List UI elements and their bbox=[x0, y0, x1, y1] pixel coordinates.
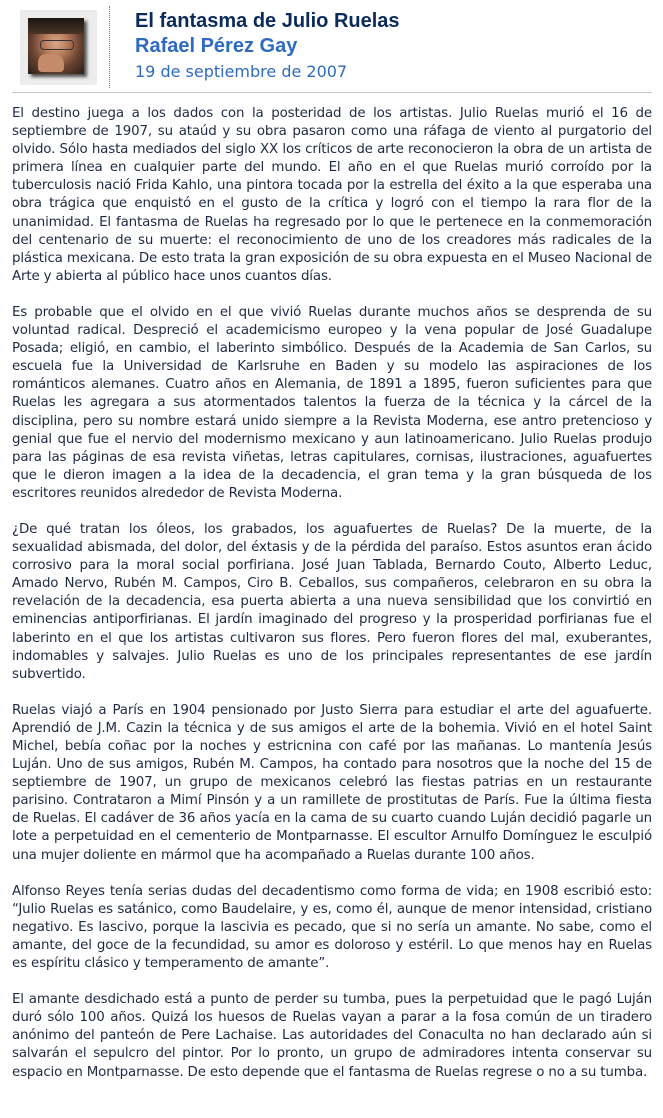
paragraph: Es probable que el olvido en el que vivió Ruelas durante muchos años se desprenda de su voluntad radical. Despreció el academicismo europeo y la vena popular de José Guadalupe Posada; eligió, en cambio, el laberinto simbólico. Después de la Academia de San Carlos, su escuela fue la Universidad de Karlsruhe en Baden y su modelo las aspiraciones de los románticos alemanes. Cuatro años en Alemania, de 1891 a 1895, fueron suficientes para que Ruelas les agregara a sus atormentados talentos la fuerza de la técnica y la cárcel de la disciplina, pero su nombre estará unido siempre a la Revista Moderna, ese antro pretencioso y genial que fue el nervio del modernismo mexicano y aun latinoamericano. Julio Ruelas produjo para las páginas de esa revista viñetas, letras capitulares, cornisas, ilustraciones, aguafuertes que le dieron imagen a la idea de la decadencia, el gran tema y la gran búsqueda de los escritores reunidos alrededor de Revista Moderna. bbox=[12, 304, 652, 501]
paragraph: Ruelas viajó a París en 1904 pensionado por Justo Sierra para estudiar el arte del aguafuerte. Aprendió de J.M. Cazin la técnica y de sus amigos el arte de la bohemia. Vivió en el hotel Saint Michel, bebía coñac por la noches y estricnina con café por las mañanas. Lo mantenía Jesús Luján. Uno de sus amigos, Rubén M. Campos, ha contado para nosotros que la noche del 15 de septiembre de 1907, un grupo de mexicanos celebró las fiestas patrias en un restaurante parisino. Contrataron a Mimí Pinsón y a un ramillete de prostitutas de París. Fue la última fiesta de Ruelas. El cadáver de 36 años yacía en la cama de su cuarto cuando Luján decidió pagarle un lote a perpetuidad en el cementerio de Montparnasse. El escultor Arnulfo Domínguez le esculpió una mujer doliente en mármol que ha acompañado a Ruelas durante 100 años. bbox=[12, 702, 652, 863]
paragraph: El amante desdichado está a punto de perder su tumba, pues la perpetuidad que le pagó Luján duró sólo 100 años. Quizá los huesos de Ruelas vayan a parar a la fosa común de un tiradero anónimo del panteón de Pere Lachaise. Las autoridades del Conaculta no han declarado aún si salvarán el sepulcro del pintor. Por lo pronto, un grupo de admiradores intenta conservar su espacio en Montparnasse. De esto depende que el fantasma de Ruelas regrese o no a su tumba. bbox=[12, 992, 652, 1080]
author-photo-frame bbox=[20, 10, 97, 85]
article-author[interactable]: Rafael Pérez Gay bbox=[135, 35, 298, 57]
article-header bbox=[0, 0, 663, 93]
header-rule bbox=[12, 92, 652, 93]
article-title: El fantasma de Julio Ruelas bbox=[135, 10, 400, 32]
photo-hand bbox=[38, 54, 64, 72]
author-photo bbox=[28, 18, 84, 74]
paragraph: Alfonso Reyes tenía serias dudas del decadentismo como forma de vida; en 1908 escribió esto: “Julio Ruelas es satánico, como Baudelaire, y es, como él, aunque de menor intensidad, cristiano negativo. Es lascivo, porque la lascivia es pecado, que si no sería un amante. No sabe, como el amante, del goce de la fecundidad, su amor es doloroso y estéril. Lo que menos hay en Ruelas es espíritu clásico y temperamento de amante”. bbox=[12, 883, 652, 972]
photo-hair bbox=[28, 18, 84, 34]
article-body bbox=[12, 105, 652, 1100]
dotted-divider bbox=[109, 6, 110, 88]
paragraph: El destino juega a los dados con la posteridad de los artistas. Julio Ruelas murió el 16 de septiembre de 1907, su ataúd y su obra pasaron como una ráfaga de viento al purgatorio del olvido. Sólo hasta mediados del siglo XX los críticos de arte reconocieron la obra de un artista de primera línea en cualquier parte del mundo. El año en el que Ruelas murió corroído por la tuberculosis nació Frida Kahlo, una pintora tocada por la estrella del éxito a la que esperaba una obra trágica que enquistó en el gusto de la crítica y logró con el tiempo la rara flor de la unanimidad. El fantasma de Ruelas ha regresado por lo que le pertenece en la conmemoración del centenario de su muerte: el reconocimiento de uno de los creadores más radicales de la plástica mexicana. De esto trata la gran exposición de su obra expuesta en el Museo Nacional de Arte y abierta al público hace unos cuantos días. bbox=[12, 106, 652, 284]
paragraph: ¿De qué tratan los óleos, los grabados, los aguafuertes de Ruelas? De la muerte, de la sexualidad abismada, del dolor, del éxtasis y de la pérdida del paraíso. Estos asuntos eran ácido corrosivo para la moral social porfiriana. José Juan Tablada, Bernardo Couto, Alberto Leduc, Amado Nervo, Rubén M. Campos, Ciro B. Ceballos, sus compañeros, celebraron en su obra la revelación de la decadencia, esa puerta abierta a una nueva sensibilidad que los convirtió en eminencias antiporfirianas. El jardín imaginado del progreso y la prosperidad porfirianas fue el laberinto en el que los artistas cultivaron sus flores. Pero fueron flores del mal, exuberantes, indomables y salvajes. Julio Ruelas es uno de los principales representantes de ese jardín subvertido. bbox=[12, 521, 652, 682]
article-date: 19 de septiembre de 2007 bbox=[135, 62, 348, 81]
photo-glasses bbox=[40, 40, 74, 50]
